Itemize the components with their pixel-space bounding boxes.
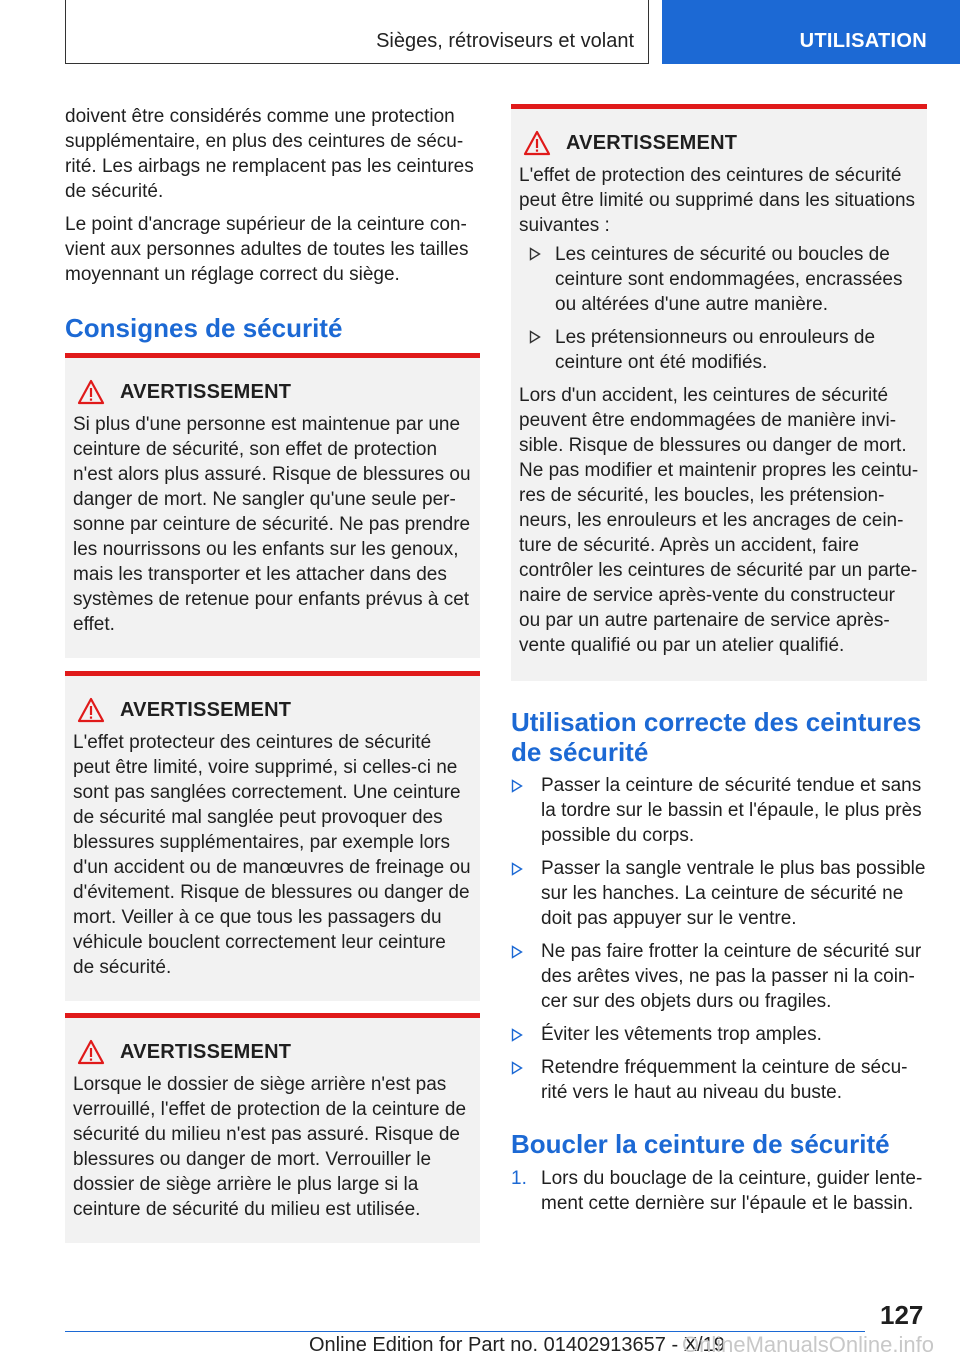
- intro-paragraph: Le point d'ancrage supérieur de la ceinture convient aux personnes adultes de toutes les tailles moyennant un réglage correct du siège.: [65, 214, 469, 285]
- left-column: [65, 104, 480, 295]
- triangle-bullet-icon: [511, 862, 523, 876]
- usage-list: [511, 773, 927, 1113]
- warning-box: [65, 353, 480, 658]
- warning-title: AVERTISSEMENT: [120, 698, 292, 721]
- heading-safety: Consignes de sécurité: [65, 313, 343, 343]
- triangle-bullet-icon: [529, 247, 541, 261]
- warning-triangle-icon: [523, 130, 551, 156]
- buckle-steps: [511, 1166, 927, 1216]
- header-section-box: [65, 0, 649, 64]
- warning-title: AVERTISSEMENT: [120, 380, 292, 403]
- step-text: Lors du bouclage de la ceinture, guider lentement cette dernière sur l'épaule et le bassin.: [541, 1168, 923, 1214]
- list-item: [519, 325, 919, 375]
- header-chapter-box: [662, 0, 960, 64]
- warning-title: AVERTISSEMENT: [120, 1040, 292, 1063]
- warning-box: [511, 104, 927, 681]
- warning-list: [519, 242, 919, 375]
- list-item: [511, 939, 927, 1014]
- warning-triangle-icon: [77, 1039, 105, 1065]
- triangle-bullet-icon: [529, 330, 541, 344]
- list-item-text: Ne pas faire frotter la ceinture de sécurité sur des arêtes vives, ne pas la passer ni la coincer sur des objets durs ou fragiles.: [541, 941, 922, 1012]
- warning-text: L'effet protecteur des ceintures de sécurité peut être limité, voire supprimé, si celles-ci ne sont pas sanglées correctement. Une ceinture de sécurité mal sanglée peut provoquer des blessures supplémentaires, par exemple lors d'un accident ou de manœuvres de freinage ou d'évitement. Risque de blessures ou danger de mort. Veiller à ce que tous les passagers du véhicule bouclent correctement leur ceinture de sécurité.: [73, 732, 471, 978]
- edition-text: Online Edition for Part no. 01402913657 - X/19: [309, 1334, 725, 1356]
- step-number: 1.: [511, 1168, 527, 1189]
- warning-outro: Lors d'un accident, les ceintures de sécurité peuvent être endommagées de manière invisible. Risque de blessures ou danger de mort. Ne pas modifier et maintenir propres les ceintures de sécurité, les boucles, les prétensionneurs, les enrouleurs et les ancrages de ceinture de sécurité. Après un accident, faire contrôler les ceintures de sécurité par un partenaire de service après-vente du constructeur ou par un autre partenaire de service après-vente qualifié ou par un atelier qualifié.: [519, 385, 919, 656]
- triangle-bullet-icon: [511, 1028, 523, 1042]
- list-item: [511, 856, 927, 931]
- warning-intro: L'effet de protection des ceintures de sécurité peut être limité ou supprimé dans les situations suivantes :: [519, 165, 916, 236]
- triangle-bullet-icon: [511, 1061, 523, 1075]
- brand-watermark: OnlineManualsOnline.info: [682, 1332, 934, 1357]
- list-item-text: Éviter les vêtements trop amples.: [541, 1024, 822, 1045]
- warning-text: Lorsque le dossier de siège arrière n'est pas verrouillé, l'effet de protection de la ceinture de sécurité du milieu n'est pas assuré. Risque de blessures ou danger de mort. Verrouiller le dossier de siège arrière le plus large si la ceinture de sécurité du milieu est utilisée.: [73, 1074, 467, 1220]
- list-item-text: Retendre fréquemment la ceinture de sécurité vers le haut au niveau du buste.: [541, 1057, 908, 1103]
- heading-buckle: Boucler la ceinture de sécurité: [511, 1129, 890, 1159]
- section-title: Sièges, rétroviseurs et volant: [376, 30, 634, 52]
- triangle-bullet-icon: [511, 779, 523, 793]
- chapter-title: UTILISATION: [799, 30, 927, 52]
- intro-paragraph: doivent être considérés comme une protection supplémentaire, en plus des ceintures de sécurité. Les airbags ne remplacent pas les ceintures de sécurité.: [65, 106, 474, 202]
- list-item: [511, 1166, 927, 1216]
- list-item-text: Les prétensionneurs ou enrouleurs de ceinture ont été modifiés.: [555, 327, 876, 373]
- heading-usage: Utilisation correcte des ceintures de sécurité: [511, 707, 922, 767]
- warning-title: AVERTISSEMENT: [566, 131, 738, 154]
- list-item: [511, 1022, 927, 1047]
- warning-box: [65, 1013, 480, 1243]
- list-item-text: Passer la sangle ventrale le plus bas possible sur les hanches. La ceinture de sécurité ne doit pas appuyer sur le ventre.: [541, 858, 926, 929]
- warning-triangle-icon: [77, 697, 105, 723]
- list-item-text: Les ceintures de sécurité ou boucles de ceinture sont endommagées, encrassées ou altérées d'une autre manière.: [555, 244, 903, 315]
- list-item-text: Passer la ceinture de sécurité tendue et sans la tordre sur le bassin et l'épaule, le plus près possible du corps.: [541, 775, 922, 846]
- warning-box: [65, 671, 480, 1001]
- warning-triangle-icon: [77, 379, 105, 405]
- triangle-bullet-icon: [511, 945, 523, 959]
- list-item: [511, 773, 927, 848]
- page-number: 127: [880, 1300, 924, 1330]
- list-item: [511, 1055, 927, 1105]
- list-item: [519, 242, 919, 317]
- warning-text: Si plus d'une personne est maintenue par une ceinture de sécurité, son effet de protection n'est alors plus assuré. Risque de blessures ou danger de mort. Ne sangler qu'une seule personne par ceinture de sécurité. Ne pas prendre les nourrissons ou les enfants sur les genoux, mais les transporter et les attacher dans des systèmes de retenue pour enfants prévus à cet effet.: [73, 414, 471, 635]
